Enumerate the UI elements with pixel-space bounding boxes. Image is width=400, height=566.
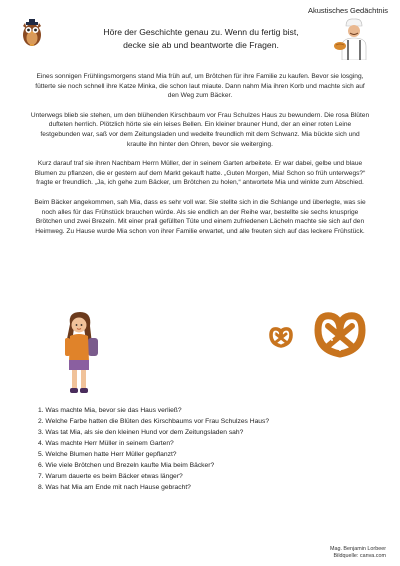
story-paragraph: Unterwegs blieb sie stehen, um den blühenden Kirschbaum vor Frau Schulzes Haus zu bewundern. Die rosa Blüten dufteten herrlich. Plötzlich hörte sie ein leises Bellen. Ein kleiner brauner Hund, der an einer roten Leine festgebunden war, saß vor dem Zeitungsladen und wedelte freundlich mit dem Schwanz. Mia bückte sich und kraulte ihn hinter den Ohren, bevor sie weiterging. bbox=[30, 111, 370, 148]
question-list bbox=[38, 405, 368, 493]
question-item: 3. Was tat Mia, als sie den kleinen Hund vor dem Zeitungsladen sah? bbox=[38, 429, 244, 436]
question-item: 4. Was machte Herr Müller in seinem Garten? bbox=[38, 440, 174, 447]
story-paragraph: Eines sonnigen Frühlingsmorgens stand Mia früh auf, um Brötchen für ihre Familie zu kaufen. Bevor sie losging, fütterte sie noch schnell ihre Katze Minka, die schon laut miaute. Dann nahm Mia ihren Korb und machte sich auf den Weg zum Bäcker. bbox=[35, 73, 365, 100]
baker-icon bbox=[334, 16, 374, 60]
question-item: 6. Wie viele Brötchen und Brezeln kaufte Mia beim Bäcker? bbox=[38, 462, 215, 469]
question-item: 1. Was machte Mia, bevor sie das Haus verließ? bbox=[38, 407, 182, 414]
pretzel-icon bbox=[268, 326, 294, 348]
story-paragraph: Kurz darauf traf sie ihren Nachbarn Herrn Müller, der in seinem Garten arbeitete. Er war dabei, gelbe und blaue Blumen zu pflanzen, die er gestern auf dem Markt gekauft hatte. „Guten Morgen, Mia! Schon so früh unterwegs?“ fragte er freundlich. „Ja, ich gehe zum Bäcker, um Brötchen zu holen,“ antwortete Mia und winkte zum Abschied. bbox=[34, 160, 366, 187]
instruction-line: Höre der Geschichte genau zu. Wenn du fertig bist, bbox=[103, 27, 299, 37]
story-text bbox=[30, 72, 370, 246]
question-item: 5. Welche Blumen hatte Herr Müller gepflanzt? bbox=[38, 451, 177, 458]
question-item: 7. Warum dauerte es beim Bäcker etwas länger? bbox=[38, 473, 183, 480]
footer-credits bbox=[330, 546, 386, 560]
question-item: 2. Welche Farbe hatten die Blüten des Kirschbaums vor Frau Schulzes Haus? bbox=[38, 418, 270, 425]
worksheet-topic-label: Akustisches Gedächtnis bbox=[307, 6, 388, 15]
girl-illustration bbox=[56, 310, 102, 400]
owl-icon bbox=[20, 19, 44, 47]
story-paragraph: Beim Bäcker angekommen, sah Mia, dass es sehr voll war. Sie stellte sich in die Schlange und überlegte, was sie noch alles für das Frühstück brauchen würde. Als sie endlich an der Reihe war, bestellte sie sechs knusprige Brötchen und zwei Brezeln. Mit einer prall gefüllten Tüte und einem zufriedenen Lächeln machte sie sich auf den Heimweg. Zu Hause wurde Mia schon von ihrer Familie erwartet, und alle freuten sich auf das leckere Frühstück. bbox=[34, 198, 366, 235]
author-credit: Mag. Benjamin Lorbeer bbox=[329, 546, 386, 552]
question-item: 8. Was hat Mia am Ende mit nach Hause gebracht? bbox=[38, 484, 191, 491]
instruction-line: decke sie ab und beantworte die Fragen. bbox=[123, 39, 279, 50]
pretzel-icon bbox=[312, 310, 368, 358]
image-source-credit: Bildquelle: canva.com bbox=[333, 553, 386, 559]
instruction-text bbox=[70, 26, 332, 51]
